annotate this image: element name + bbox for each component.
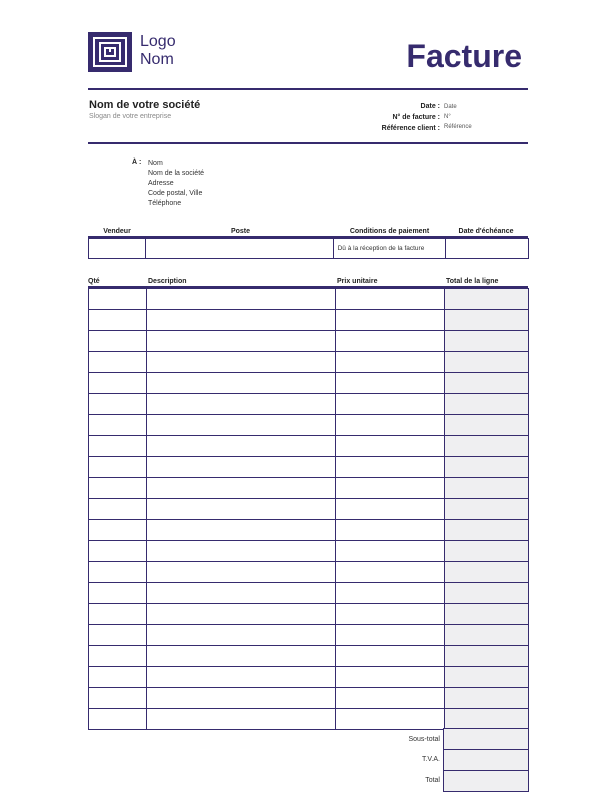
header-qte: Qté — [88, 278, 100, 285]
table-row — [89, 646, 529, 667]
description-cell[interactable] — [147, 583, 336, 604]
line-total-cell[interactable] — [445, 352, 529, 373]
qty-cell[interactable] — [89, 373, 147, 394]
description-cell[interactable] — [147, 331, 336, 352]
table-row — [89, 709, 529, 730]
line-total-cell[interactable] — [445, 709, 529, 730]
description-cell[interactable] — [147, 688, 336, 709]
date-value[interactable]: Date — [444, 104, 457, 110]
recipient-phone[interactable]: Téléphone — [148, 200, 182, 207]
line-total-cell[interactable] — [445, 457, 529, 478]
header-description: Description — [148, 278, 187, 285]
table-row — [89, 478, 529, 499]
echeance-cell[interactable] — [445, 239, 528, 259]
table-row — [89, 310, 529, 331]
qty-cell[interactable] — [89, 583, 147, 604]
table-row — [89, 352, 529, 373]
header-bottom-rule — [88, 142, 528, 144]
items-table — [88, 288, 529, 730]
description-cell[interactable] — [147, 394, 336, 415]
table-row — [89, 394, 529, 415]
unit-price-cell[interactable] — [336, 415, 445, 436]
client-ref-value[interactable]: Référence — [444, 124, 472, 130]
description-cell[interactable] — [147, 562, 336, 583]
line-total-cell[interactable] — [445, 415, 529, 436]
unit-price-cell[interactable] — [336, 709, 445, 730]
company-name: Nom de votre société — [89, 99, 201, 111]
total-cell[interactable] — [444, 771, 529, 792]
client-ref-label: Référence client : — [381, 125, 440, 132]
table-row — [89, 415, 529, 436]
unit-price-cell[interactable] — [336, 604, 445, 625]
unit-price-cell[interactable] — [336, 562, 445, 583]
table-row — [89, 289, 529, 310]
header-poste: Poste — [230, 228, 251, 235]
table-row — [89, 457, 529, 478]
description-cell[interactable] — [147, 373, 336, 394]
description-cell[interactable] — [147, 457, 336, 478]
table-row — [89, 436, 529, 457]
line-total-cell[interactable] — [445, 625, 529, 646]
qty-cell[interactable] — [89, 310, 147, 331]
invoice-number-value[interactable]: N° — [444, 114, 451, 120]
description-cell[interactable] — [147, 478, 336, 499]
recipient-block — [148, 159, 204, 209]
table-row — [89, 541, 529, 562]
line-total-cell[interactable] — [445, 583, 529, 604]
description-cell[interactable] — [147, 604, 336, 625]
table-row — [89, 520, 529, 541]
description-cell[interactable] — [147, 310, 336, 331]
table-row — [89, 373, 529, 394]
unit-price-cell[interactable] — [336, 478, 445, 499]
qty-cell[interactable] — [89, 541, 147, 562]
header-conditions: Conditions de paiement — [349, 228, 430, 235]
line-total-cell[interactable] — [445, 478, 529, 499]
recipient-address[interactable]: Adresse — [148, 180, 174, 187]
line-total-cell[interactable] — [445, 373, 529, 394]
unit-price-cell[interactable] — [336, 394, 445, 415]
description-cell[interactable] — [147, 709, 336, 730]
qty-cell[interactable] — [89, 604, 147, 625]
terms-table — [88, 238, 529, 259]
description-cell[interactable] — [147, 436, 336, 457]
unit-price-cell[interactable] — [336, 289, 445, 310]
unit-price-cell[interactable] — [336, 331, 445, 352]
header-vendeur: Vendeur — [103, 228, 131, 235]
vendeur-cell[interactable] — [89, 239, 146, 259]
date-label: Date : — [420, 103, 440, 110]
line-total-cell[interactable] — [445, 562, 529, 583]
line-total-cell[interactable] — [445, 520, 529, 541]
qty-cell[interactable] — [89, 394, 147, 415]
description-cell[interactable] — [147, 289, 336, 310]
qty-cell[interactable] — [89, 352, 147, 373]
unit-price-cell[interactable] — [336, 499, 445, 520]
qty-cell[interactable] — [89, 415, 147, 436]
table-row — [89, 331, 529, 352]
header-total-ligne: Total de la ligne — [446, 278, 499, 285]
line-total-cell[interactable] — [445, 310, 529, 331]
unit-price-cell[interactable] — [336, 436, 445, 457]
line-total-cell[interactable] — [445, 646, 529, 667]
table-row — [89, 562, 529, 583]
subtotal-cell[interactable] — [444, 729, 529, 750]
qty-cell[interactable] — [89, 625, 147, 646]
description-cell[interactable] — [147, 520, 336, 541]
line-total-cell[interactable] — [445, 688, 529, 709]
line-total-cell[interactable] — [445, 667, 529, 688]
unit-price-cell[interactable] — [336, 541, 445, 562]
unit-price-cell[interactable] — [336, 520, 445, 541]
unit-price-cell[interactable] — [336, 688, 445, 709]
unit-price-cell[interactable] — [336, 625, 445, 646]
table-row — [89, 667, 529, 688]
invoice-title: Facture — [406, 38, 522, 74]
description-cell[interactable] — [147, 667, 336, 688]
line-total-cell[interactable] — [445, 604, 529, 625]
description-cell[interactable] — [147, 625, 336, 646]
top-rule — [88, 88, 528, 90]
line-total-cell[interactable] — [445, 499, 529, 520]
unit-price-cell[interactable] — [336, 667, 445, 688]
header-prix-unitaire: Prix unitaire — [337, 278, 378, 285]
qty-cell[interactable] — [89, 562, 147, 583]
unit-price-cell[interactable] — [336, 457, 445, 478]
recipient-label: À : — [132, 159, 142, 166]
company-slogan: Slogan de votre entreprise — [89, 113, 172, 120]
description-cell[interactable] — [147, 352, 336, 373]
qty-cell[interactable] — [89, 478, 147, 499]
unit-price-cell[interactable] — [336, 646, 445, 667]
table-row — [89, 688, 529, 709]
conditions-cell[interactable]: Dû à la réception de la facture — [333, 239, 445, 259]
invoice-number-label: N° de facture : — [392, 114, 440, 121]
recipient-name[interactable]: Nom — [148, 160, 163, 167]
header-echeance: Date d'échéance — [458, 228, 514, 235]
qty-cell[interactable] — [89, 520, 147, 541]
line-total-cell[interactable] — [445, 331, 529, 352]
qty-cell[interactable] — [89, 499, 147, 520]
qty-cell[interactable] — [89, 289, 147, 310]
table-row — [89, 625, 529, 646]
unit-price-cell[interactable] — [336, 310, 445, 331]
unit-price-cell[interactable] — [336, 583, 445, 604]
line-total-cell[interactable] — [445, 436, 529, 457]
table-row — [89, 604, 529, 625]
qty-cell[interactable] — [89, 667, 147, 688]
line-total-cell[interactable] — [445, 289, 529, 310]
unit-price-cell[interactable] — [336, 373, 445, 394]
logo-icon — [88, 32, 132, 72]
description-cell[interactable] — [147, 541, 336, 562]
unit-price-cell[interactable] — [336, 352, 445, 373]
line-total-cell[interactable] — [445, 394, 529, 415]
description-cell[interactable] — [147, 646, 336, 667]
poste-cell[interactable] — [146, 239, 333, 259]
logo-text: Logo Nom — [140, 33, 176, 68]
table-row — [89, 583, 529, 604]
description-cell[interactable] — [147, 499, 336, 520]
recipient-company[interactable]: Nom de la société — [148, 170, 205, 177]
vat-cell[interactable] — [444, 750, 529, 771]
recipient-postal-city[interactable]: Code postal, Ville — [148, 190, 203, 197]
line-total-cell[interactable] — [445, 541, 529, 562]
qty-cell[interactable] — [89, 436, 147, 457]
description-cell[interactable] — [147, 415, 336, 436]
vat-label: T.V.A. — [421, 756, 440, 763]
table-row — [89, 499, 529, 520]
total-label: Total — [425, 777, 440, 784]
qty-cell[interactable] — [89, 331, 147, 352]
qty-cell[interactable] — [89, 688, 147, 709]
qty-cell[interactable] — [89, 646, 147, 667]
subtotal-label: Sous-total — [408, 736, 440, 743]
qty-cell[interactable] — [89, 457, 147, 478]
summary-table — [443, 728, 529, 792]
qty-cell[interactable] — [89, 709, 147, 730]
